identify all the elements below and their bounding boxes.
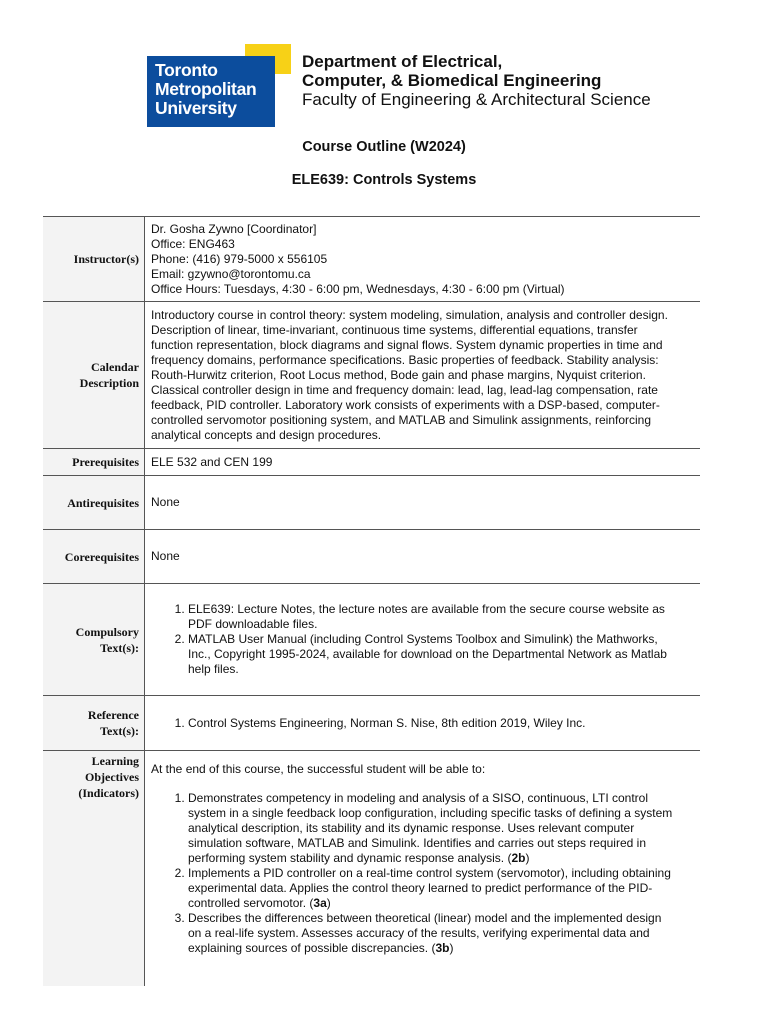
course-outline-title: Course Outline (W2024) [302,139,466,155]
antirequisites-label: Antirequisites [43,476,145,530]
course-outline-table [43,216,700,986]
description-line: Introductory course in control theory: system modeling, simulation, analysis and controller design. [151,307,668,322]
reference-texts [145,696,701,751]
list-item-text: explaining sources of possible discrepancies. ( [188,941,436,955]
instructor-phone: Phone: (416) 979-5000 x 556105 [151,251,328,266]
instructor-office: Office: ENG463 [151,236,235,251]
label-line: Compulsory [75,624,139,639]
list-item-line: 2. MATLAB User Manual (including Control Systems Toolbox and Simulink) the Mathworks, [188,632,658,646]
description-line: frequency domains, performance specifications. Basic properties of feedback. Stability analysis: [151,352,659,367]
learning-objectives-row [43,751,700,986]
description-line: feedback, PID controller. Laboratory work consists of experiments with a DSP-based, computer- [151,397,660,412]
department-name [302,52,651,109]
label-line: Text(s): [100,640,139,655]
description-line: controlled servomotor positioning system, and MATLAB and Simulink assignments, reinforcing [151,412,652,427]
indicator-code: 3a [313,896,327,910]
corerequisites-row [43,530,700,584]
logo-line: Toronto [155,60,218,80]
label-line: Objectives [85,770,139,784]
reference-label [43,696,145,751]
instructor-label: Instructor(s) [43,217,145,302]
learning-objectives-label [43,751,145,986]
list-item-text: ) [326,896,331,910]
indicator-code: 2b [511,851,526,865]
antirequisites-value: None [145,476,701,530]
faculty-line: Faculty of Engineering & Architectural Science [302,90,651,109]
label-line: Text(s): [100,724,139,738]
list-item-line: Inc., Copyright 1995-2024, available for download on the Departmental Network as Matlab [188,647,667,661]
learning-objectives-content [145,751,701,986]
logo-line: University [155,98,237,118]
corerequisites-value: None [145,530,701,584]
list-item-text: controlled servomotor. ( [188,896,314,910]
calendar-label [43,302,145,449]
label-line: Learning [91,754,139,768]
list-item: 1. Control Systems Engineering, Norman S. Nise, 8th edition 2019, Wiley Inc. [188,716,700,731]
instructor-office-hours: Office Hours: Tuesdays, 4:30 - 6:00 pm, Wednesdays, 4:30 - 6:00 pm (Virtual) [151,281,565,296]
list-item-line: help files. [188,662,239,676]
list-item [188,791,700,866]
label-line: (Indicators) [78,786,139,800]
compulsory-texts [145,584,701,696]
instructor-info [145,217,701,302]
list-item-line: 1. ELE639: Lecture Notes, the lecture notes are available from the secure course website as [188,602,665,616]
department-line: Department of Electrical, [302,52,503,71]
list-item-line: 3. Describes the differences between theoretical (linear) model and the implemented design [188,911,662,925]
list-item-line: experimental data. Applies the control theory learned to predict performance of the PID- [188,881,653,895]
compulsory-row [43,584,700,696]
indicator-code: 3b [435,941,450,955]
list-item-line [188,896,700,911]
description-line: Description of linear, time-invariant, continuous time systems, differential equations, transfer [151,322,638,337]
list-item-line [188,851,700,866]
description-line: Routh-Hurwitz criterion, Root Locus method, Bode gain and phase margins, Nyquist criterion. [151,367,646,382]
university-logo [147,56,275,127]
instructor-row [43,217,700,302]
list-item-line: 1. Demonstrates competency in modeling and analysis of a SISO, continuous, LTI control [188,791,649,805]
list-item-line: system in a single feedback loop configuration, including specific tasks of defining a system [188,806,673,820]
compulsory-label [43,584,145,696]
instructor-email[interactable]: Email: gzywno@torontomu.ca [151,266,311,281]
prerequisites-row [43,449,700,476]
list-item-text: ) [525,851,530,865]
learning-objectives-list [151,791,700,956]
corerequisites-label: Corerequisites [43,530,145,584]
label-line: Reference [87,708,139,722]
list-item-line: PDF downloadable files. [188,617,318,631]
page-header [147,44,667,128]
label-line: Calendar [91,360,139,374]
list-item [188,602,700,632]
prerequisites-label: Prerequisites [43,449,145,476]
instructor-name: Dr. Gosha Zywno [Coordinator] [151,221,317,236]
learning-intro: At the end of this course, the successful student will be able to: [151,762,486,776]
calendar-description [145,302,701,449]
list-item-line: on a real-life system. Assesses accuracy of the results, verifying experimental data and [188,926,650,940]
list-item-text: ) [449,941,454,955]
label-line: Description [79,376,139,390]
prerequisites-value: ELE 532 and CEN 199 [145,449,701,476]
list-item-line: simulation software, MATLAB and Simulink. Identifies and carries out steps required in [188,836,646,850]
description-line: Classical controller design in time and frequency domain: lead, lag, lead-lag compensation, rate [151,382,658,397]
calendar-row [43,302,700,449]
list-item [188,866,700,911]
list-item [188,911,700,956]
list-item [188,632,700,677]
reference-row [43,696,700,751]
description-line: function representation, block diagrams and signal flows. System dynamic properties in time and [151,337,663,352]
list-item-line: 2. Implements a PID controller on a real-time control system (servomotor), including obtaining [188,866,671,880]
compulsory-text-list [151,602,700,677]
logo-line: Metropolitan [155,79,257,99]
course-title: ELE639: Controls Systems [291,172,477,188]
department-line: Computer, & Biomedical Engineering [302,71,602,90]
list-item-text: performing system stability and dynamic response analysis. ( [188,851,512,865]
antirequisites-row [43,476,700,530]
reference-text-list [151,716,700,731]
list-item-line [188,941,700,956]
description-line: analytical concepts and design procedures. [151,427,382,442]
list-item-line: analytical description, its stability and its dynamic response. Uses relevant computer [188,821,635,835]
